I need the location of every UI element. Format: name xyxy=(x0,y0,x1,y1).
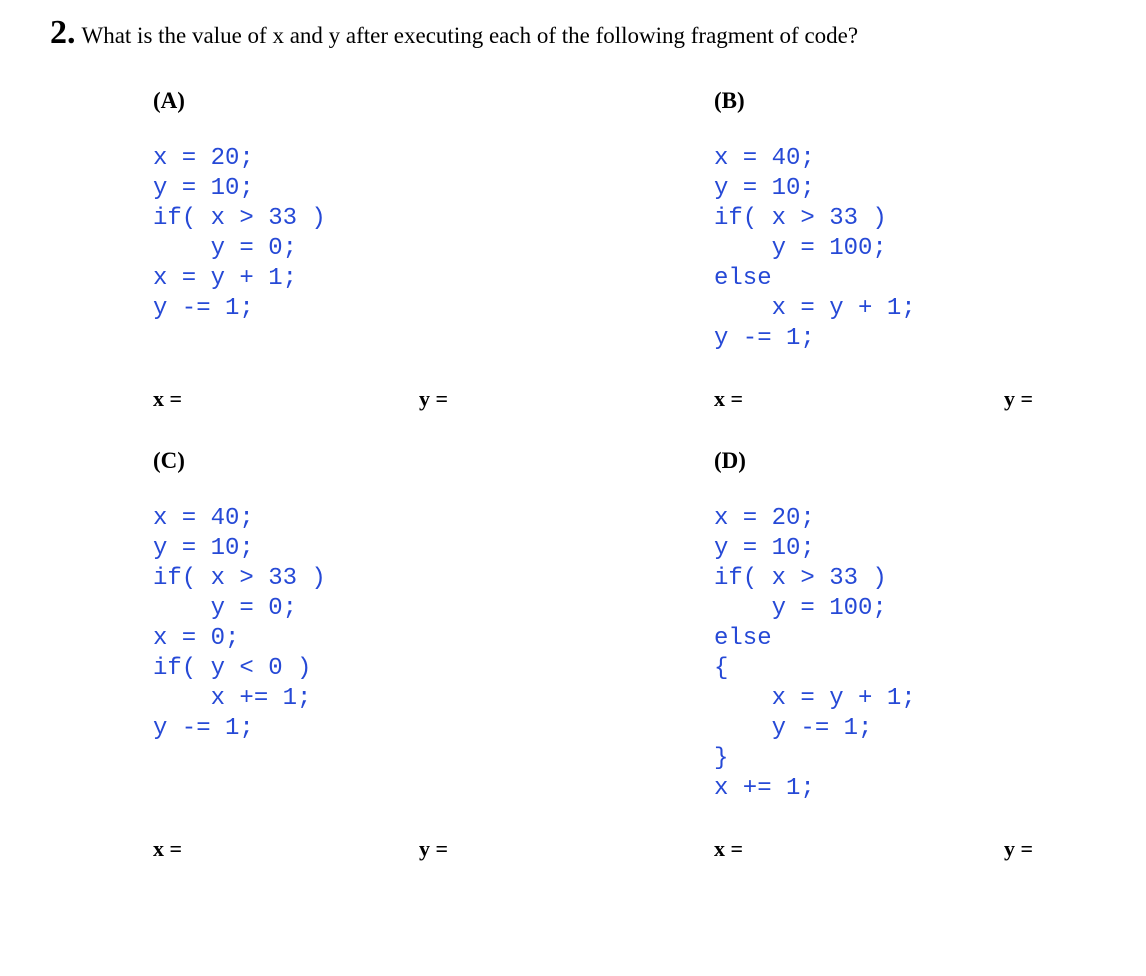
part-b-y-answer: y = xyxy=(1004,386,1034,411)
part-d-code: x = 20; y = 10; if( x > 33 ) y = 100; else { x = y + 1; y -= 1; } x += 1; xyxy=(714,505,916,802)
part-a-code: x = 20; y = 10; if( x > 33 ) y = 0; x = y + 1; y -= 1; xyxy=(153,145,326,322)
part-d-label: (D) xyxy=(714,448,746,473)
part-c-x-answer: x = xyxy=(153,836,183,861)
part-b-x-answer: x = xyxy=(714,386,744,411)
part-b-code: x = 40; y = 10; if( x > 33 ) y = 100; else x = y + 1; y -= 1; xyxy=(714,145,916,352)
part-d-x-answer: x = xyxy=(714,836,744,861)
part-c-y-answer: y = xyxy=(419,836,449,861)
part-c-label: (C) xyxy=(153,448,185,473)
question-text: What is the value of x and y after executing each of the following fragment of code? xyxy=(81,23,859,48)
part-a-y-answer: y = xyxy=(419,386,449,411)
question-number: 2. xyxy=(50,14,76,51)
part-a-x-answer: x = xyxy=(153,386,183,411)
part-d-y-answer: y = xyxy=(1004,836,1034,861)
part-b-label: (B) xyxy=(714,88,745,113)
part-a-label: (A) xyxy=(153,88,185,113)
question-heading xyxy=(50,14,858,52)
part-c-code: x = 40; y = 10; if( x > 33 ) y = 0; x = 0; if( y < 0 ) x += 1; y -= 1; xyxy=(153,505,326,742)
